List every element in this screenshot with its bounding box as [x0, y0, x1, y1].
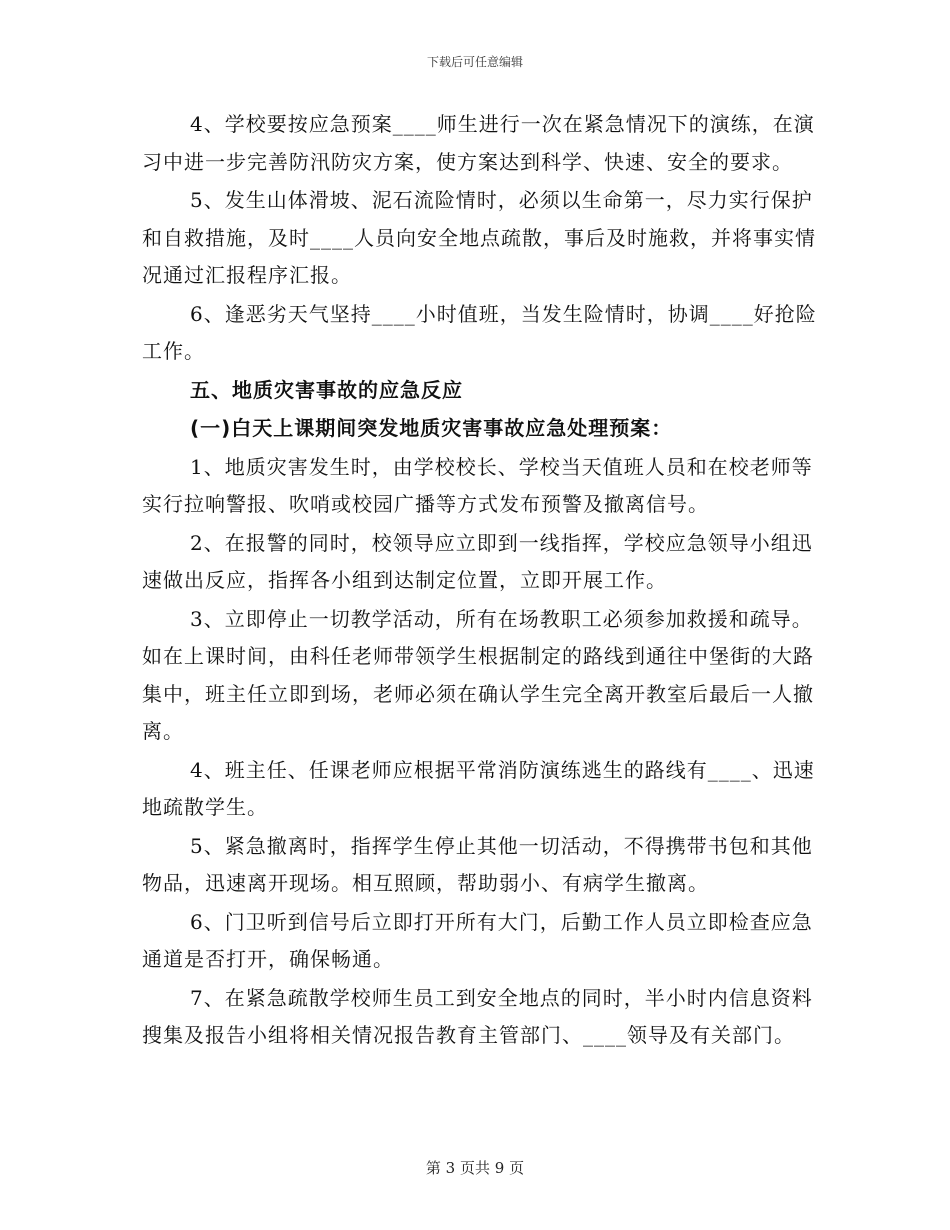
page-number: 第 3 页共 9 页	[425, 1159, 525, 1177]
paragraph-item-2-command: 2、在报警的同时，校领导应立即到一线指挥，学校应急领导小组迅速做出反应，指挥各小组到达制定位置，立即开展工作。	[142, 530, 813, 592]
paragraph-item-3-evacuation: 3、立即停止一切教学活动，所有在场教职工必须参加救援和疏导。如在上课时间，由科任老师带领学生根据制定的路线到通往中堡街的大路集中，班主任立即到场，老师必须在确认学生完全离开教室后最后一人撤离。	[142, 606, 814, 743]
document-body	[142, 106, 822, 1056]
paragraph-item-5-withdrawal: 5、紧急撤离时，指挥学生停止其他一切活动，不得携带书包和其他物品，迅速离开现场。相互照顾，帮助弱小、有病学生撤离。	[142, 833, 813, 895]
paragraph-item-6-duty: 6、逢恶劣天气坚持____小时值班，当发生险情时，协调____好抢险工作。	[142, 301, 817, 363]
section-heading: 五、地质灾害事故的应急反应	[190, 377, 463, 402]
paragraph-item-4-drill: 4、学校要按应急预案____师生进行一次在紧急情况下的演练，在演习中进一步完善防汛防灾方案，使方案达到科学、快速、安全的要求。	[142, 112, 815, 174]
paragraph-item-6-gates: 6、门卫听到信号后立即打开所有大门，后勤工作人员立即检查应急通道是否打开，确保畅通。	[142, 909, 813, 971]
paragraph-item-4-route: 4、班主任、任课老师应根据平常消防演练逃生的路线有____、迅速地疏散学生。	[142, 757, 815, 819]
header-note: 下载后可任意编辑	[426, 55, 523, 69]
paragraph-item-5-landslide: 5、发生山体滑坡、泥石流险情时，必须以生命第一，尽力实行保护和自救措施，及时____人员向安全地点疏散，事后及时施救，并将事实情况通过汇报程序汇报。	[142, 188, 816, 287]
paragraph-item-1-alarm: 1、地质灾害发生时，由学校校长、学校当天值班人员和在校老师等实行拉响警报、吹哨或校园广播等方式发布预警及撤离信号。	[142, 454, 813, 516]
paragraph-item-7-report: 7、在紧急疏散学校师生员工到安全地点的同时，半小时内信息资料搜集及报告小组将相关情况报告教育主管部门、____领导及有关部门。	[142, 985, 813, 1047]
subsection-heading: (一)白天上课期间突发地质灾害事故应急处理预案：	[190, 416, 673, 440]
